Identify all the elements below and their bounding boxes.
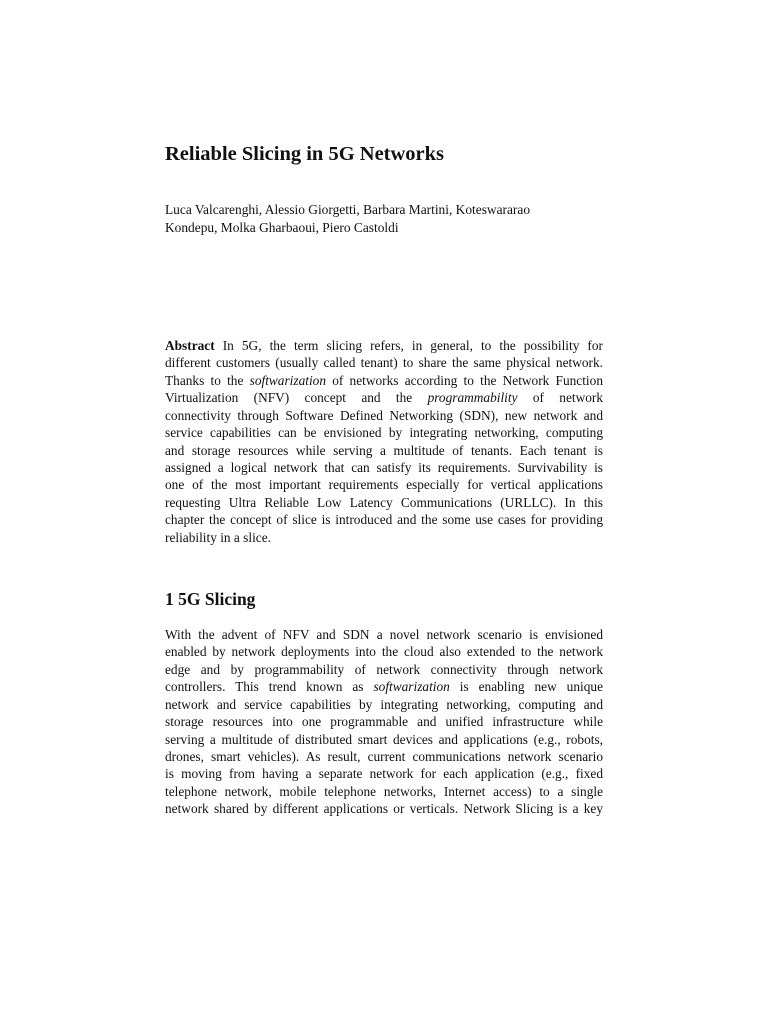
text-line (165, 476, 603, 493)
author-line: Luca Valcarenghi, Alessio Giorgetti, Barbara Martini, Koteswararao (165, 202, 531, 217)
text-segment: is enabling new unique (449, 679, 603, 695)
text-line (165, 765, 603, 782)
text-segment: reliability in a slice. (165, 529, 271, 545)
text-segment: In 5G, the term slicing refers, in general, to the possibility for (214, 338, 603, 353)
emphasized-term: softwarization (249, 372, 326, 388)
text-segment: serving a multitude of distributed smart devices and applications (e.g., robots, (165, 731, 603, 747)
text-segment: edge and by programmability of network connectivity through network (165, 661, 603, 677)
paper-title: Reliable Slicing in 5G Networks (165, 143, 445, 165)
text-line (165, 626, 603, 643)
section-body-paragraph (165, 626, 603, 818)
section-heading: 1 5G Slicing (165, 589, 256, 609)
text-segment: service capabilities can be envisioned by integrating networking, computing (165, 425, 603, 441)
text-line (165, 494, 603, 511)
text-line (165, 372, 603, 389)
author-line: Kondepu, Molka Gharbaoui, Piero Castoldi (165, 219, 399, 235)
text-line (165, 337, 603, 354)
text-segment: of network (517, 390, 603, 406)
text-segment: network shared by different applications or verticals. Network Slicing is a key (165, 801, 603, 817)
text-segment: different customers (usually called tenant) to share the same physical network. (165, 355, 603, 371)
text-line (165, 678, 603, 695)
text-line (165, 748, 603, 765)
text-line (165, 731, 603, 748)
text-line (165, 389, 603, 406)
text-segment: requesting Ultra Reliable Low Latency Communications (URLLC). In this (165, 494, 603, 510)
text-segment: With the advent of NFV and SDN a novel network scenario is envisioned (165, 627, 603, 642)
text-segment: network and service capabilities by integrating networking, computing and (165, 696, 603, 712)
text-segment: Virtualization (NFV) concept and the (165, 390, 428, 406)
text-line (165, 696, 603, 713)
text-segment: telephone network, mobile telephone networks, Internet access) to a single (165, 783, 603, 799)
text-line (165, 354, 603, 371)
emphasized-term: softwarization (373, 679, 450, 695)
text-segment: and storage resources while serving a multitude of tenants. Each tenant is (165, 442, 603, 458)
text-line (165, 661, 603, 678)
text-segment: connectivity through Software Defined Networking (SDN), new network and (165, 407, 603, 423)
text-segment: Thanks to the (165, 372, 250, 388)
abstract-paragraph (165, 337, 603, 546)
text-segment: of networks according to the Network Function (326, 372, 603, 388)
text-line (165, 442, 603, 459)
text-segment: assigned a logical network that can satisfy its requirements. Survivability is (165, 459, 603, 475)
text-segment: drones, smart vehicles). As result, current communications network scenario (165, 748, 603, 764)
emphasized-term: programmability (427, 390, 518, 406)
text-segment: is moving from having a separate network for each application (e.g., fixed (165, 766, 603, 782)
text-segment: one of the most important requirements especially for vertical applications (165, 477, 603, 493)
text-line (165, 407, 603, 424)
text-segment: chapter the concept of slice is introduced and the some use cases for providing (165, 512, 603, 528)
text-line (165, 643, 603, 660)
text-line (165, 783, 603, 800)
abstract-label: Abstract (165, 338, 215, 353)
author-list (165, 201, 605, 236)
text-line (165, 713, 603, 730)
text-line (165, 424, 603, 441)
text-segment: storage resources into one programmable and unified infrastructure while (165, 714, 603, 730)
text-segment: controllers. This trend known as (165, 679, 374, 695)
text-line (165, 459, 603, 476)
text-line (165, 511, 603, 528)
text-line (165, 800, 603, 817)
text-segment: enabled by network deployments into the cloud also extended to the network (165, 644, 603, 660)
text-line (165, 529, 603, 546)
